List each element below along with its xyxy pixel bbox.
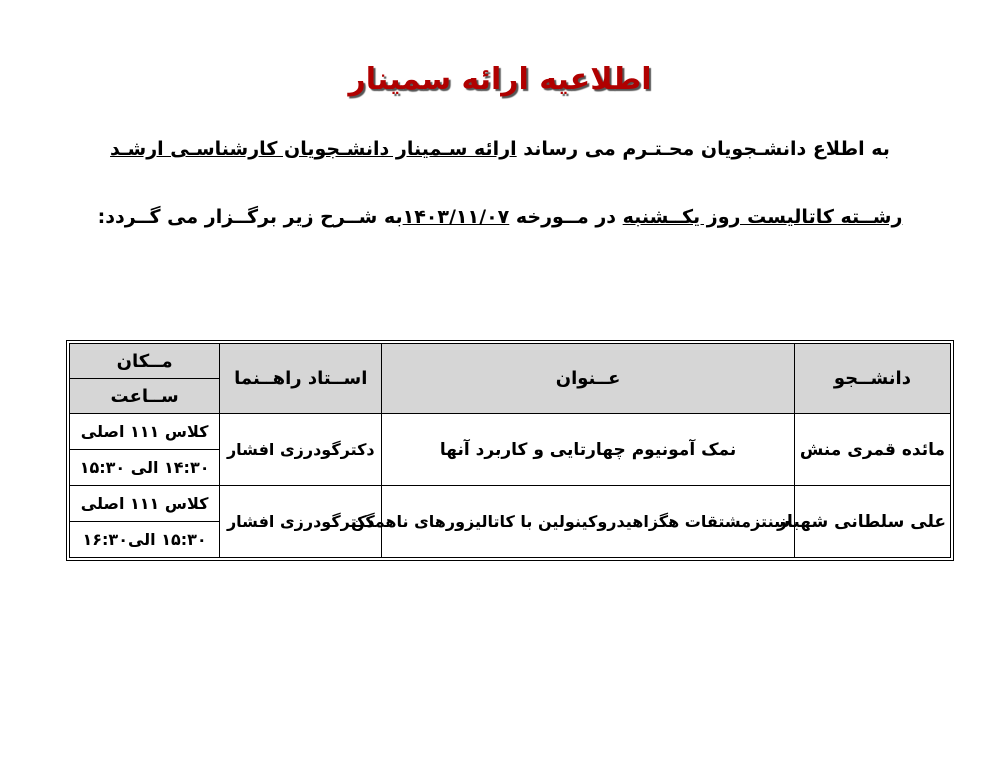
seminar-time: ۱۵:۳۰ الی۱۶:۳۰ bbox=[70, 522, 220, 558]
page-title: اطلاعیه ارائه سمینار bbox=[348, 62, 652, 97]
student-name: مائده قمری منش bbox=[794, 414, 950, 486]
header-student: دانشــجو bbox=[794, 344, 950, 414]
seminar-date: ۱۴۰۳/۱۱/۰۷ bbox=[402, 206, 510, 228]
seminar-table bbox=[69, 343, 951, 558]
table-row bbox=[70, 414, 951, 450]
seminar-place: کلاس ۱۱۱ اصلی bbox=[70, 414, 220, 450]
advisor-name: دکترگودرزی افشار bbox=[220, 486, 382, 558]
advisor-name: دکترگودرزی افشار bbox=[220, 414, 382, 486]
table-row bbox=[70, 486, 951, 522]
seminar-title: نمک آمونیوم چهارتایی و کاربرد آنها bbox=[382, 414, 794, 486]
intro-text-1b: ارائه سـمینار دانشـجویان کارشناسـی ارشـد bbox=[110, 138, 517, 160]
header-place: مــکان bbox=[70, 344, 220, 379]
seminar-time: ۱۴:۳۰ الی ۱۵:۳۰ bbox=[70, 450, 220, 486]
seminar-table-frame bbox=[66, 340, 954, 561]
intro-text-2a: رشــته کاتالیست روز یکــشنبه bbox=[622, 206, 903, 228]
header-title: عــنوان bbox=[382, 344, 794, 414]
intro-line-1 bbox=[0, 138, 1000, 160]
header-advisor: اســتاد راهــنما bbox=[220, 344, 382, 414]
intro-text-1a: به اطلاع دانشـجویان محـتـرم می رساند bbox=[523, 138, 890, 160]
seminar-title: سنتزمشتقات هگزاهیدروکینولین با کاتالیزورهای ناهمگن bbox=[382, 486, 794, 558]
intro-text-2b: در مــورخه bbox=[515, 206, 617, 228]
intro-line-2 bbox=[0, 206, 1000, 228]
header-time: ســاعت bbox=[70, 379, 220, 414]
seminar-place: کلاس ۱۱۱ اصلی bbox=[70, 486, 220, 522]
student-name: علی سلطانی شهباز bbox=[794, 486, 950, 558]
intro-text-2c: به شــرح زیر برگــزار می گــردد: bbox=[97, 206, 403, 228]
